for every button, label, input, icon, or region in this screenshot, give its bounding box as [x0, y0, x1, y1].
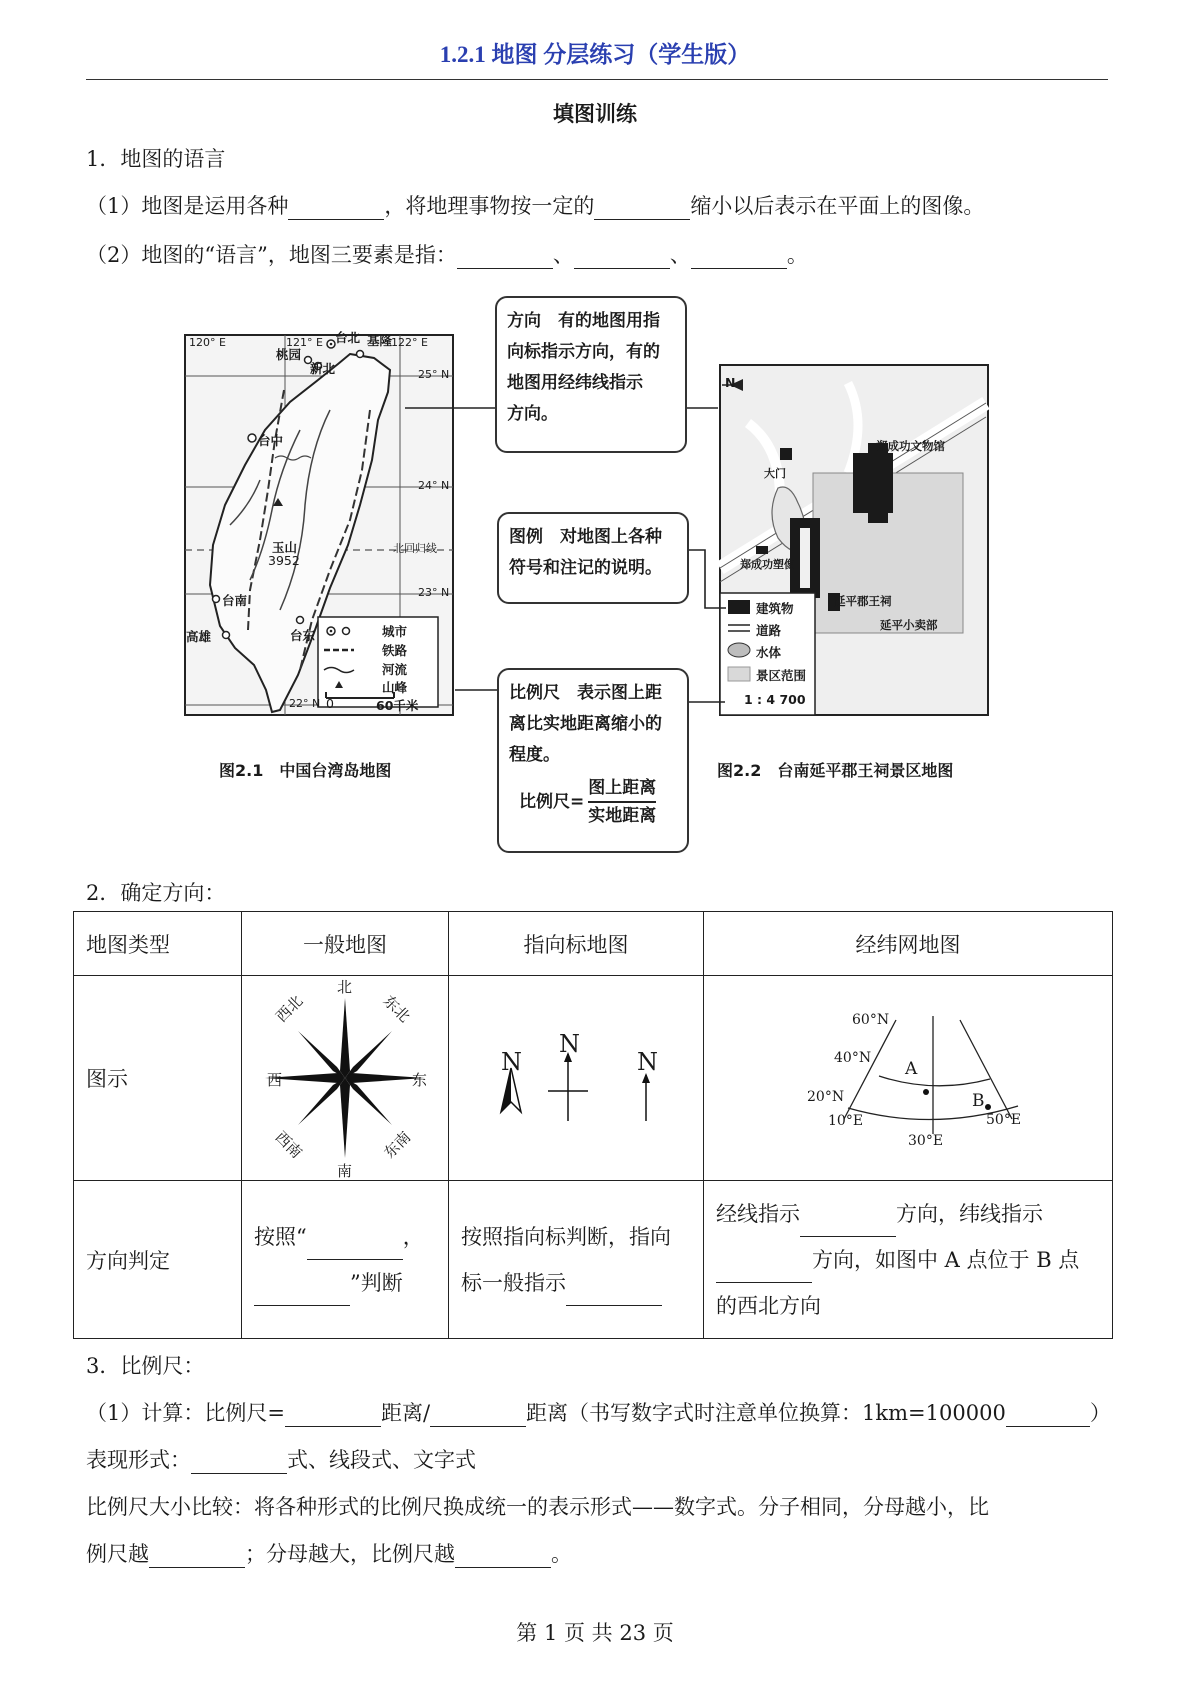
lat-23-label: 23° N [418, 586, 450, 599]
scale-line-1: 比例尺 表示图上距 [509, 683, 662, 703]
blank-field[interactable] [455, 1545, 551, 1568]
comma: ， [402, 1224, 424, 1249]
blank-field[interactable] [149, 1545, 245, 1568]
city-taichung: 台中 [258, 433, 284, 448]
place-museum: 郑成功文物馆 [876, 439, 945, 453]
page-footer: 第 1 页 共 23 页 [516, 1621, 674, 1645]
header-grid-map: 经纬网地图 [704, 912, 1113, 976]
lat-60-label: 60°N [852, 1012, 890, 1028]
direction-line-4: 方向。 [507, 404, 558, 424]
legend-scenic: 景区范围 [756, 668, 807, 683]
grid-method-text-c: 方向，如图中 A 点位于 B 点 [812, 1247, 1080, 1272]
grid-method-cell [704, 1181, 1113, 1339]
table-row-illustration [74, 976, 1113, 1181]
row-label-judgement: 方向判定 [74, 1181, 242, 1339]
table-row-judgement [74, 1181, 1113, 1339]
legend-peak: 山峰 [382, 680, 408, 695]
city-kaohsiung: 高雄 [186, 629, 212, 644]
place-shrine: 延平郡王祠 [834, 594, 892, 608]
lat-22-label: 22° N [289, 697, 321, 710]
header-arrow-map: 指向标地图 [449, 912, 704, 976]
q3-p2-text-a: 表现形式： [86, 1448, 191, 1472]
peak-name: 玉山 [272, 540, 298, 555]
legend-river: 河流 [382, 662, 408, 677]
compass-northeast: 东北 [379, 991, 414, 1026]
q1-p1-text-a: （1）地图是运用各种 [86, 194, 289, 218]
lat-25-label: 25° N [418, 368, 450, 381]
legend-railway: 铁路 [382, 643, 408, 658]
section-title: 填图训练 [553, 101, 637, 126]
lon-30-label: 30°E [908, 1133, 944, 1149]
lon-50-label: 50°E [986, 1112, 1022, 1128]
lon-121-label: 121° E [286, 336, 323, 349]
peak-height: 3952 [268, 553, 300, 568]
lat-20-label: 20°N [807, 1089, 845, 1105]
blank-field[interactable] [254, 1283, 350, 1306]
scale-text: 60千米 [376, 698, 419, 713]
compass-north: 北 [337, 978, 353, 996]
scale-zero: 0 [326, 696, 334, 711]
city-taitung: 台东 [290, 628, 316, 643]
separator: 、 [552, 243, 574, 267]
arrow-n-1: N [501, 1048, 522, 1076]
city-taoyuan: 桃园 [276, 347, 302, 362]
blank-field[interactable] [191, 1451, 287, 1474]
grid-method-text-b: 方向，纬线指示 [896, 1201, 1043, 1226]
compass-cell [242, 976, 449, 1181]
q3-heading: 3．比例尺： [86, 1354, 205, 1378]
q3-p1-text-b: 距离/ [380, 1401, 431, 1425]
scale-formula [509, 775, 677, 829]
page-title: 1.2.1 地图 分层练习（学生版） [439, 42, 751, 67]
q3-p1-text-d: ） [1089, 1401, 1111, 1425]
gate-label: 大门 [764, 467, 786, 480]
lon-122-label: 122° E [391, 336, 428, 349]
compass-south: 南 [337, 1162, 353, 1180]
compass-southeast: 东南 [380, 1127, 415, 1162]
legend-line-1: 图例 对地图上各种 [509, 527, 662, 547]
q3-part3: 比例尺大小比较：将各种形式的比例尺换成统一的表示形式——数字式。分子相同，分母越小，比 [86, 1495, 989, 1519]
quote-close: ”判断 [350, 1270, 403, 1295]
grid-method-text-a: 经线指示 [716, 1201, 800, 1226]
arrow-method-text: 标一般指示 [461, 1270, 566, 1295]
scale-ratio: 1 : 4 700 [744, 692, 806, 707]
row-label-illustration: 图示 [74, 976, 242, 1181]
city-newtaipei: 新北 [310, 361, 336, 376]
legend-building: 建筑物 [756, 601, 794, 616]
formula-fraction [588, 775, 656, 829]
separator: 、 [669, 243, 691, 267]
blank-field[interactable] [800, 1214, 896, 1237]
city-taipei: 台北 [335, 330, 361, 345]
graticule-diagram [704, 976, 1112, 1180]
grid-method-line-3: 的西北方向 [716, 1293, 821, 1318]
grid-method-line-2 [716, 1237, 1100, 1283]
direction-box [495, 296, 687, 453]
q3-p4-text-a: 例尺越 [86, 1542, 149, 1566]
q1-p1-text-b: ，将地理事物按一定的 [384, 194, 595, 218]
compass-west: 西 [267, 1071, 283, 1089]
city-tainan: 台南 [222, 593, 248, 608]
blank-field[interactable] [307, 1237, 403, 1260]
north-label: N [725, 375, 736, 390]
compass-northwest: 西北 [272, 991, 307, 1026]
formula-label: 比例尺= [519, 791, 585, 812]
compass-east: 东 [412, 1071, 428, 1089]
point-a: A [905, 1059, 918, 1079]
q1-heading: 1．地图的语言 [86, 147, 226, 171]
blank-field[interactable] [285, 1404, 381, 1427]
lon-120-label: 120° E [189, 336, 226, 349]
tropic-label: 北回归线 [393, 542, 437, 555]
q3-part4 [86, 1538, 572, 1568]
general-method-cell [242, 1181, 449, 1339]
caption-left: 图2.1 中国台湾岛地图 [219, 761, 392, 780]
scale-line-3: 程度。 [509, 745, 560, 765]
arrow-cell [449, 976, 704, 1181]
blank-field[interactable] [716, 1260, 812, 1283]
blank-field[interactable] [430, 1404, 526, 1427]
compass-rose [242, 976, 448, 1180]
period: 。 [786, 243, 808, 267]
q3-p1-text-c: 距离（书写数字式时注意单位换算：1km=100000 [526, 1401, 1006, 1425]
caption-right: 图2.2 台南延平郡王祠景区地图 [717, 761, 954, 780]
q3-part1 [86, 1397, 1111, 1427]
city-keelung: 基隆 [367, 333, 393, 348]
q3-p1-text-a: （1）计算：比例尺= [86, 1401, 285, 1425]
general-method-line-2 [254, 1260, 436, 1306]
compass-southwest: 西南 [271, 1127, 306, 1162]
arrow-n-3: N [637, 1048, 658, 1076]
legend-city: 城市 [382, 624, 408, 639]
q3-p2-text-b: 式、线段式、文字式 [287, 1448, 476, 1472]
point-b: B [972, 1091, 985, 1111]
legend-water: 水体 [756, 645, 782, 660]
lat-40-label: 40°N [834, 1050, 872, 1066]
q1-p1-text-c: 缩小以后表示在平面上的图像。 [690, 194, 985, 218]
q1-p2-text-a: （2）地图的“语言”，地图三要素是指： [86, 243, 457, 267]
q2-heading: 2．确定方向： [86, 881, 226, 905]
lon-10-label: 10°E [828, 1113, 864, 1129]
arrow-method-line-2 [461, 1260, 691, 1306]
place-shop: 延平小卖部 [880, 618, 938, 632]
general-method-line-1 [254, 1214, 436, 1260]
blank-field[interactable] [566, 1283, 662, 1306]
place-statue: 郑成功塑像 [740, 558, 795, 571]
arrow-method-line-1: 按照指向标判断，指向 [461, 1224, 671, 1249]
q3-p4-text-c: 。 [551, 1542, 572, 1566]
grid-method-line-1 [716, 1191, 1100, 1237]
direction-table [73, 911, 1113, 1339]
direction-line-3: 地图用经纬线指示 [507, 373, 643, 393]
legend-line-2: 符号和注记的说明。 [509, 558, 662, 578]
header-general-map: 一般地图 [242, 912, 449, 976]
legend-road: 道路 [756, 623, 782, 638]
blank-field[interactable] [1006, 1404, 1090, 1427]
lat-24-label: 24° N [418, 479, 450, 492]
table-header-row [74, 912, 1113, 976]
legend-box [497, 512, 689, 604]
grid-cell [704, 976, 1113, 1181]
header-map-type: 地图类型 [74, 912, 242, 976]
formula-numerator: 图上距离 [588, 775, 656, 803]
quote-open: 按照“ [254, 1224, 307, 1249]
direction-line-2: 向标指示方向，有的 [507, 342, 660, 362]
arrow-n-2: N [559, 1030, 580, 1058]
arrow-method-cell [449, 1181, 704, 1339]
north-arrows [449, 976, 703, 1180]
direction-line-1: 方向 有的地图用指 [507, 311, 660, 331]
formula-denominator: 实地距离 [588, 806, 657, 826]
q3-part2 [86, 1444, 476, 1474]
scale-line-2: 离比实地距离缩小的 [509, 714, 662, 734]
scale-box [497, 668, 689, 853]
q3-p4-text-b: ；分母越大，比例尺越 [245, 1542, 455, 1566]
